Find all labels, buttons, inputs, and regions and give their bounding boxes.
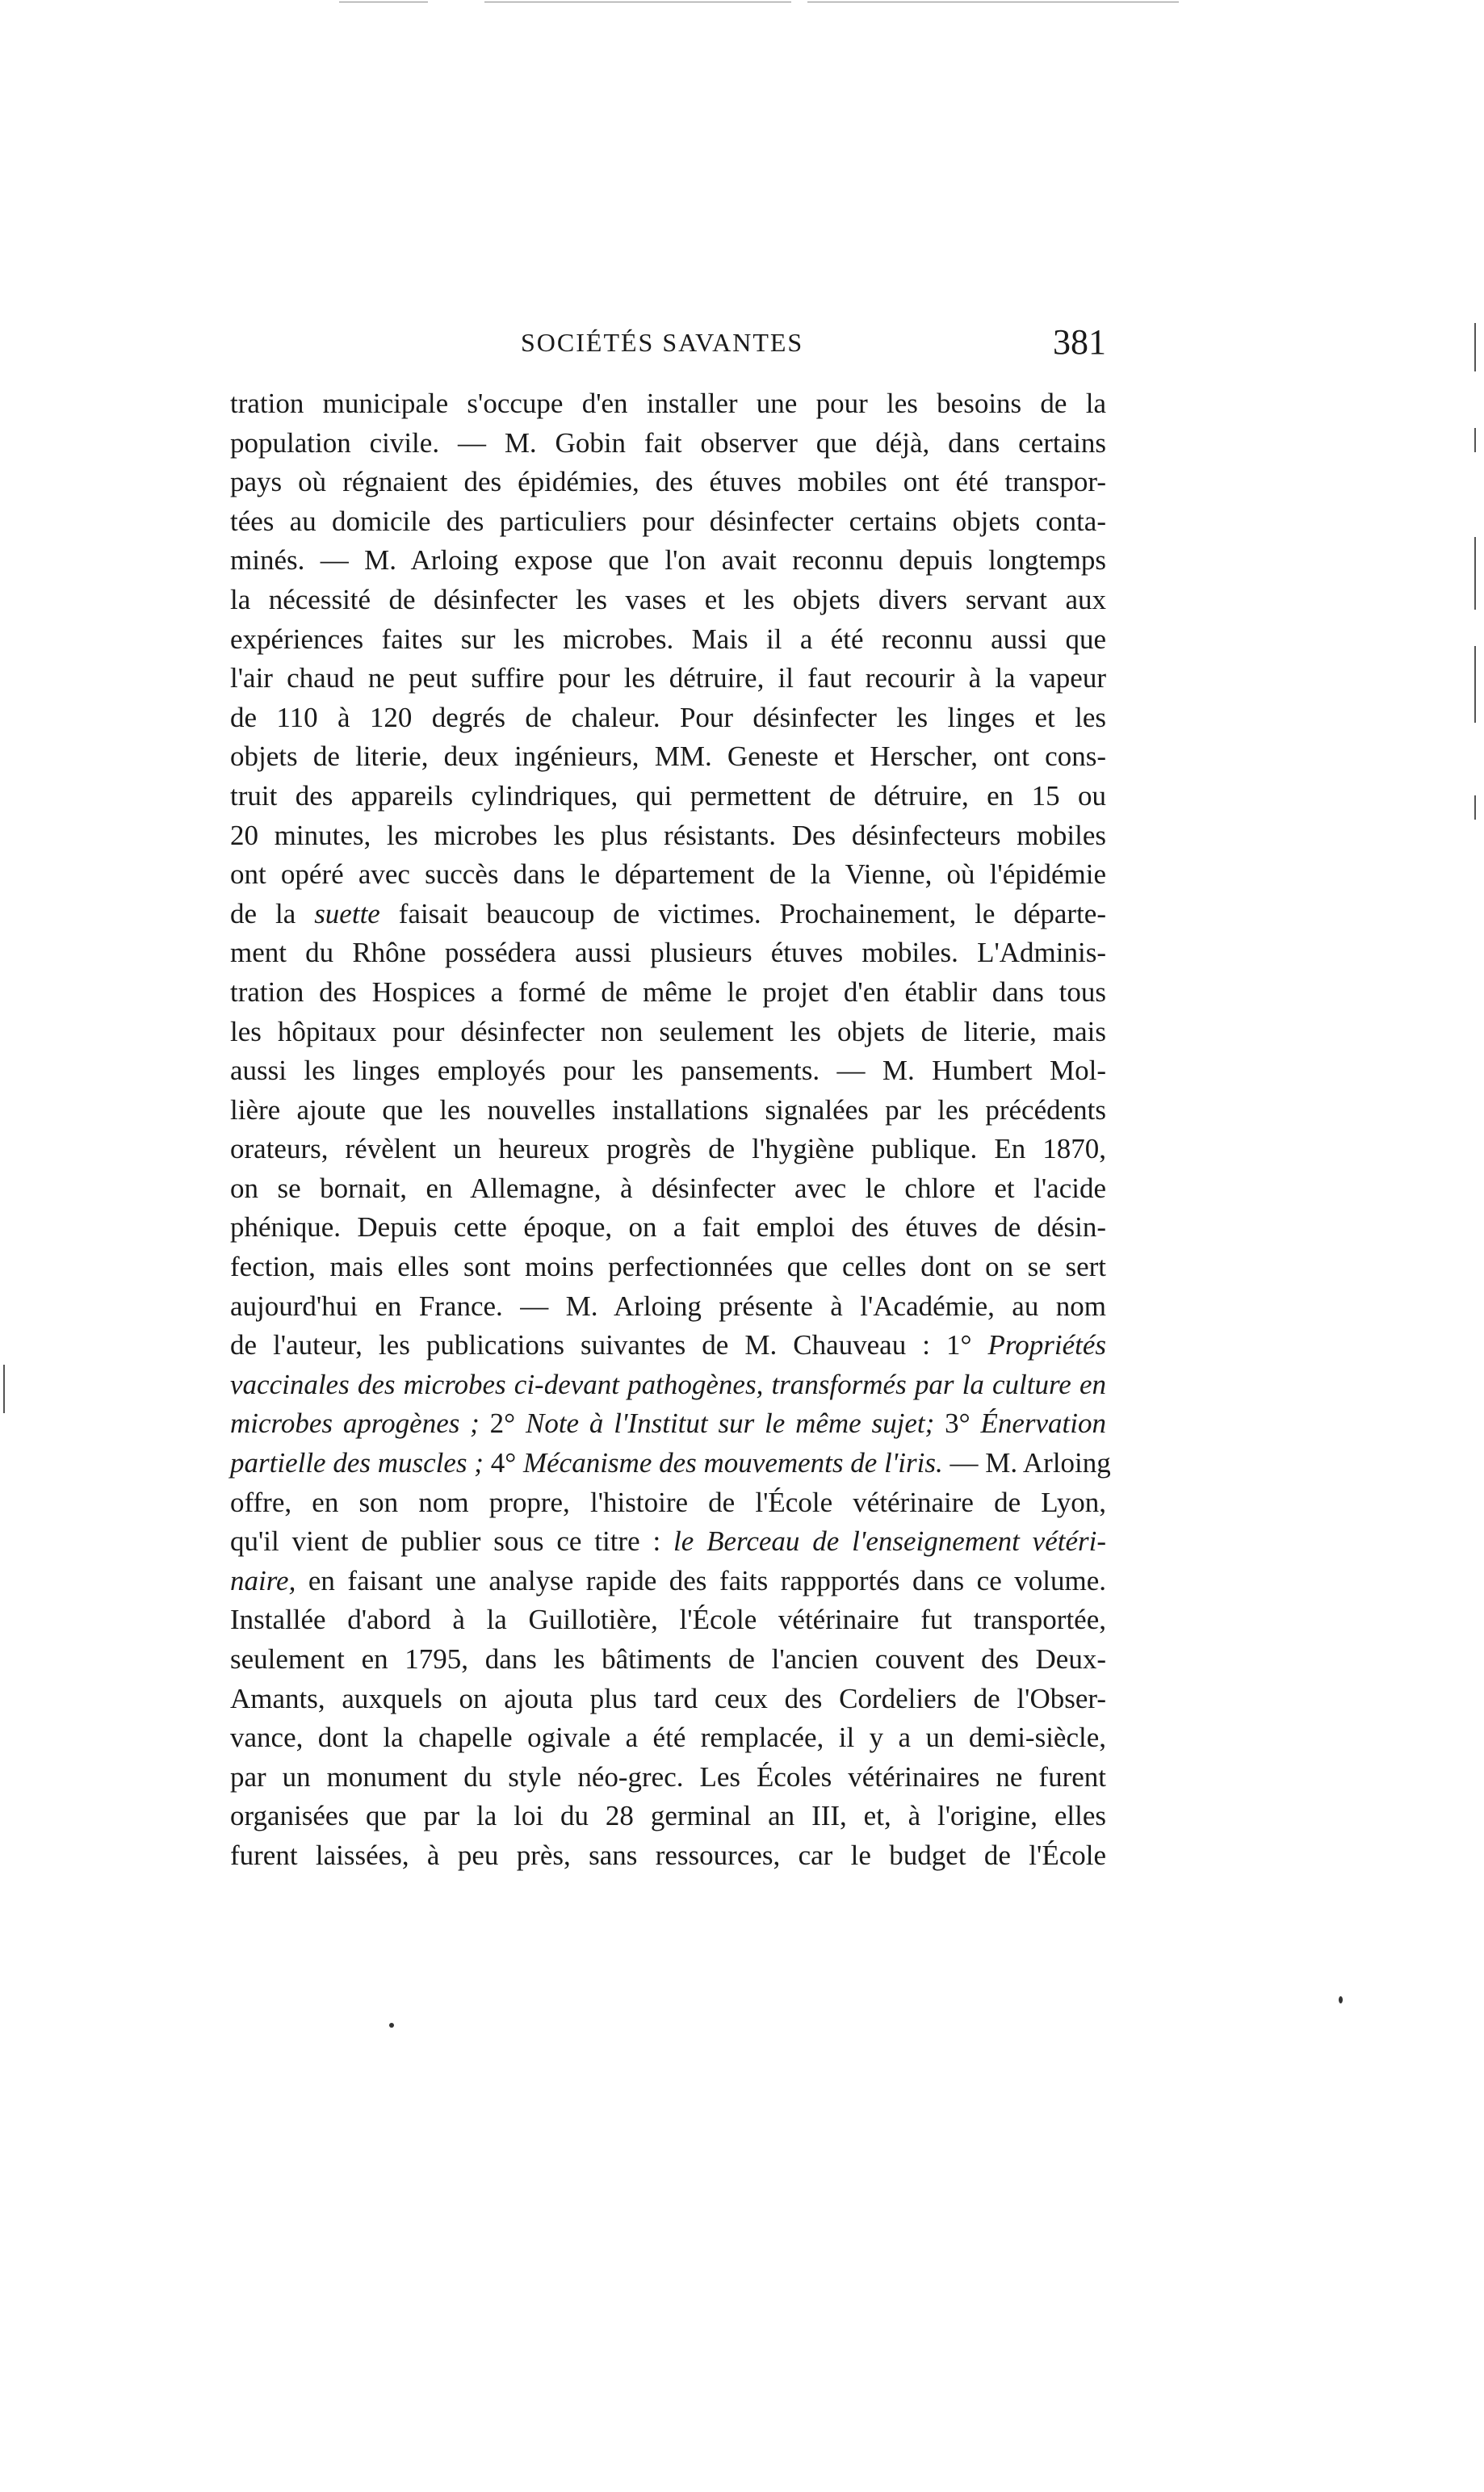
text-segment: en faisant une analyse rapide des faits rappportés dans ce volume. (296, 1564, 1106, 1596)
text-segment: orateurs, révèlent un heureux progrès de l'hygiène publique. En 1870, (230, 1133, 1106, 1165)
text-segment: minés. — M. Arloing expose que l'on avait reconnu depuis longtemps (230, 544, 1106, 577)
ink-speck (1339, 1996, 1343, 2003)
text-segment: fection, mais elles sont moins perfectionnées que celles dont on se sert (230, 1251, 1106, 1283)
margin-mark (1474, 323, 1476, 371)
text-line (230, 855, 1106, 895)
text-segment: truit des appareils cylindriques, qui permettent de détruire, en 15 ou (230, 779, 1106, 812)
margin-mark (1474, 795, 1476, 820)
text-line (230, 973, 1106, 1013)
margin-mark (1474, 428, 1476, 452)
page-number: 381 (1053, 322, 1106, 362)
text-segment: tration municipale s'occupe d'en installer une pour les besoins de la (230, 388, 1106, 419)
text-segment: Amants, auxquels on ajouta plus tard ceux des Cordeliers de l'Obser- (230, 1682, 1106, 1714)
text-segment: 4° (490, 1447, 523, 1479)
text-line (230, 1758, 1106, 1798)
text-segment: 20 minutes, les microbes les plus résistants. Des désinfecteurs mobiles (230, 819, 1106, 851)
text-line (230, 1404, 1106, 1444)
text-segment: — M. Arloing (942, 1447, 1111, 1479)
text-segment: offre, en son nom propre, l'histoire de l'École vétérinaire de Lyon, (230, 1486, 1106, 1518)
text-segment: lière ajoute que les nouvelles installations signalées par les précédents (230, 1093, 1106, 1126)
text-line (230, 1013, 1106, 1052)
italic-segment: naire, (230, 1564, 296, 1596)
text-segment: tées au domicile des particuliers pour désinfecter certains objets conta- (230, 505, 1106, 537)
text-segment: vance, dont la chapelle ogivale a été remplacée, il y a un demi-siècle, (230, 1722, 1106, 1754)
text-segment: par un monument du style néo-grec. Les Écoles vétérinaires ne furent (230, 1760, 1106, 1793)
text-segment: la nécessité de désinfecter les vases et les objets divers servant aux (230, 583, 1106, 615)
text-segment: 3° (945, 1408, 981, 1440)
text-segment: organisées que par la loi du 28 germinal an III, et, à l'origine, elles (230, 1800, 1106, 1832)
text-segment: seulement en 1795, dans les bâtiments de l'ancien couvent des Deux- (230, 1643, 1106, 1675)
text-segment: aussi les linges employés pour les pansements. — M. Humbert Mol- (230, 1055, 1106, 1087)
margin-mark (1474, 537, 1476, 610)
italic-segment: suette (314, 897, 380, 929)
text-line (230, 1483, 1106, 1523)
text-line (230, 1208, 1106, 1248)
running-head-title: SOCIÉTÉS SAVANTES (521, 328, 804, 357)
text-segment: les hôpitaux pour désinfecter non seulement les objets de literie, mais (230, 1015, 1106, 1047)
text-line (230, 1601, 1106, 1640)
text-line (230, 1680, 1106, 1719)
text-segment: ment du Rhône possédera aussi plusieurs étuves mobiles. L'Adminis- (230, 937, 1106, 969)
text-line (230, 659, 1106, 699)
text-segment: de la (230, 897, 315, 929)
text-segment: de l'auteur, les publications suivantes de M. Chauveau : 1° (230, 1329, 988, 1361)
text-line (230, 1248, 1106, 1287)
text-line (230, 1326, 1106, 1366)
text-line (230, 1051, 1106, 1091)
text-line (230, 1562, 1106, 1601)
text-segment: qu'il vient de publier sous ce titre : (230, 1525, 674, 1558)
margin-mark (3, 1365, 5, 1413)
text-segment: faisait beaucoup de victimes. Prochainement, le départe- (379, 897, 1106, 929)
italic-segment: Propriétés (987, 1329, 1106, 1361)
text-line (230, 502, 1106, 542)
italic-segment: partielle des muscles ; (230, 1447, 491, 1479)
ink-speck (389, 2023, 394, 2028)
text-segment: de 110 à 120 degrés de chaleur. Pour désinfecter les linges et les (230, 701, 1106, 733)
text-segment: pays où régnaient des épidémies, des étuves mobiles ont été transpor- (230, 466, 1106, 498)
italic-segment: microbes aprogènes ; (230, 1408, 490, 1440)
text-line (230, 384, 1106, 424)
italic-segment: Mécanisme des mouvements de l'iris. (522, 1447, 943, 1479)
text-line (230, 1287, 1106, 1327)
text-line (230, 541, 1106, 581)
text-segment: ont opéré avec succès dans le département de la Vienne, où l'épidémie (230, 858, 1106, 891)
italic-segment: Énervation (980, 1408, 1106, 1440)
italic-segment: Note à l'Institut sur le même sujet; (525, 1408, 945, 1440)
text-line (230, 620, 1106, 660)
margin-mark (1474, 646, 1476, 723)
text-line (230, 777, 1106, 816)
text-segment: furent laissées, à peu près, sans ressources, car le budget de l'École (230, 1839, 1106, 1871)
text-line (230, 1640, 1106, 1680)
text-line (230, 463, 1106, 502)
text-line (230, 1444, 1111, 1483)
text-segment: phénique. Depuis cette époque, on a fait emploi des étuves de désin- (230, 1211, 1106, 1244)
text-segment: on se bornait, en Allemagne, à désinfecter avec le chlore et l'acide (230, 1172, 1106, 1204)
text-segment: 2° (489, 1408, 526, 1440)
text-line (230, 1522, 1106, 1562)
body-text (230, 384, 1111, 1876)
text-line (230, 1718, 1106, 1758)
text-segment: Installée d'abord à la Guillotière, l'École vétérinaire fut transportée, (230, 1604, 1106, 1636)
text-segment: expériences faites sur les microbes. Mais il a été reconnu aussi que (230, 623, 1106, 655)
text-line (230, 1366, 1106, 1405)
text-line (230, 816, 1106, 856)
text-segment: objets de literie, deux ingénieurs, MM. Geneste et Herscher, ont cons- (230, 740, 1106, 773)
text-line (230, 1130, 1106, 1169)
text-segment: tration des Hospices a formé de même le projet d'en établir dans tous (230, 975, 1106, 1008)
text-line (230, 699, 1106, 738)
text-line (230, 581, 1106, 620)
text-line (230, 895, 1106, 934)
italic-segment: le Berceau de l'enseignement vétéri- (673, 1525, 1106, 1558)
text-line (230, 1797, 1106, 1836)
text-line (230, 933, 1106, 973)
running-head (230, 321, 1106, 370)
text-line (230, 1169, 1106, 1209)
text-segment: aujourd'hui en France. — M. Arloing présente à l'Académie, au nom (230, 1290, 1106, 1322)
text-line (230, 424, 1106, 464)
text-line (230, 1836, 1106, 1876)
text-segment: l'air chaud ne peut suffire pour les détruire, il faut recourir à la vapeur (230, 662, 1106, 694)
text-line (230, 737, 1106, 777)
text-segment: population civile. — M. Gobin fait observer que déjà, dans certains (230, 426, 1106, 459)
italic-segment: vaccinales des microbes ci-devant pathogènes, transformés par la culture en (230, 1368, 1106, 1400)
text-line (230, 1091, 1106, 1131)
